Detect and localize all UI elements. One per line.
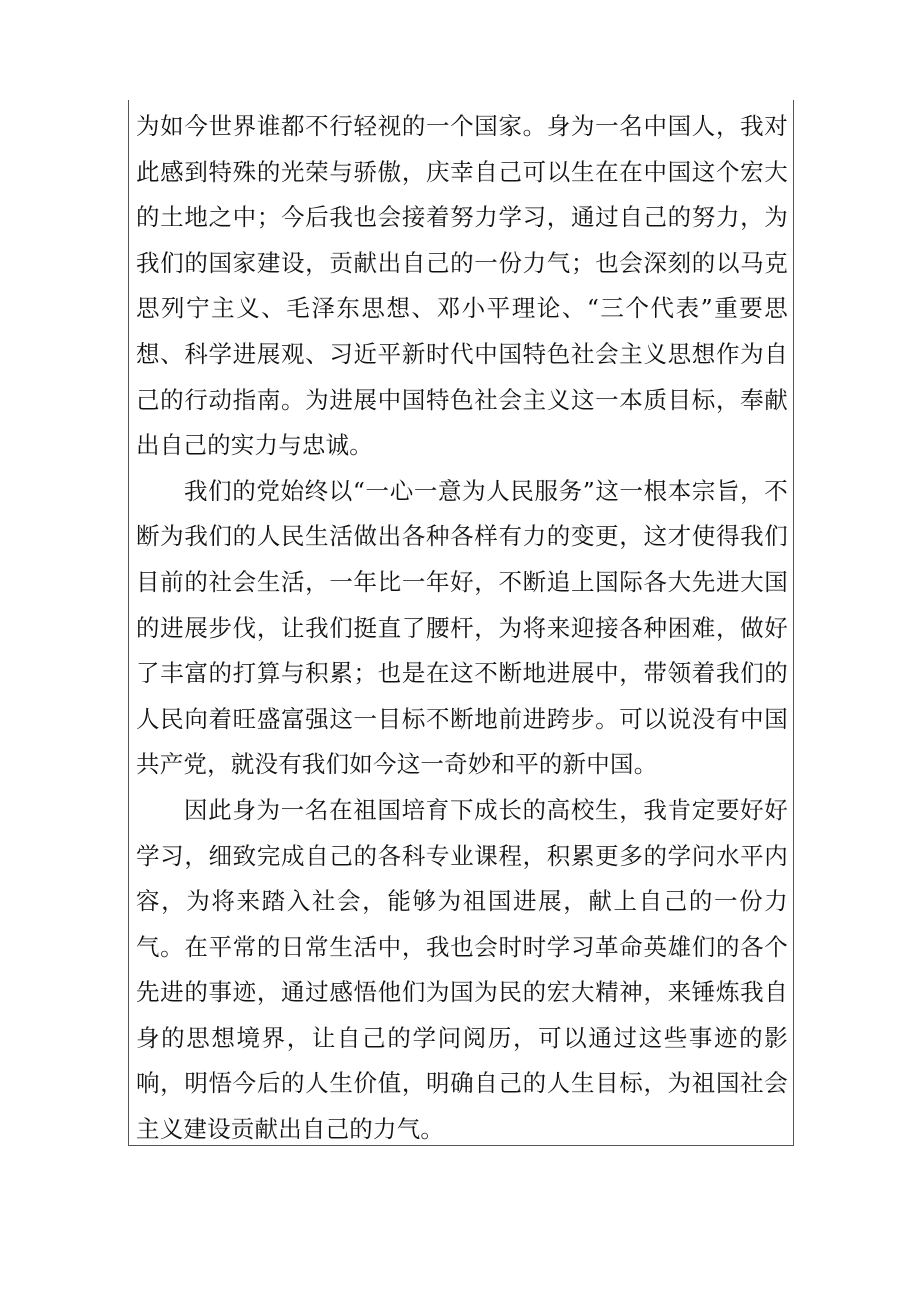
document-body (136, 104, 788, 1153)
paragraph-3: 因此身为一名在祖国培育下成长的高校生，我肯定要好好学习，细致完成自己的各科专业课程，积累更多的学问水平内容，为将来踏入社会，能够为祖国进展，献上自己的一份力气。在平常的日常生活中，我也会时时学习革命英雄们的各个先进的事迹，通过感悟他们为国为民的宏大精神，来锤炼我自身的思想境界，让自己的学问阅历，可以通过这些事迹的影响，明悟今后的人生价值，明确自己的人生目标，为祖国社会主义建设贡献出自己的力气。 (136, 795, 788, 1144)
paragraph-2: 我们的党始终以“一心一意为人民服务”这一根本宗旨，不断为我们的人民生活做出各种各样有力的变更，这才使得我们目前的社会生活，一年比一年好，不断追上国际各大先进大国的进展步伐，让我们挺直了腰杆，为将来迎接各种困难，做好了丰富的打算与积累；也是在这不断地进展中，带领着我们的人民向着旺盛富强这一目标不断地前进跨步。可以说没有中国共产党，就没有我们如今这一奇妙和平的新中国。 (136, 476, 788, 779)
paragraph-1: 为如今世界谁都不行轻视的一个国家。身为一名中国人，我对此感到特殊的光荣与骄傲，庆幸自己可以生在在中国这个宏大的土地之中；今后我也会接着努力学习，通过自己的努力，为我们的国家建设，贡献出自己的一份力气；也会深刻的以马克思列宁主义、毛泽东思想、邓小平理论、“三个代表”重要思想、科学进展观、习近平新时代中国特色社会主义思想作为自己的行动指南。为进展中国特色社会主义这一本质目标，奉献出自己的实力与忠诚。 (136, 112, 788, 460)
